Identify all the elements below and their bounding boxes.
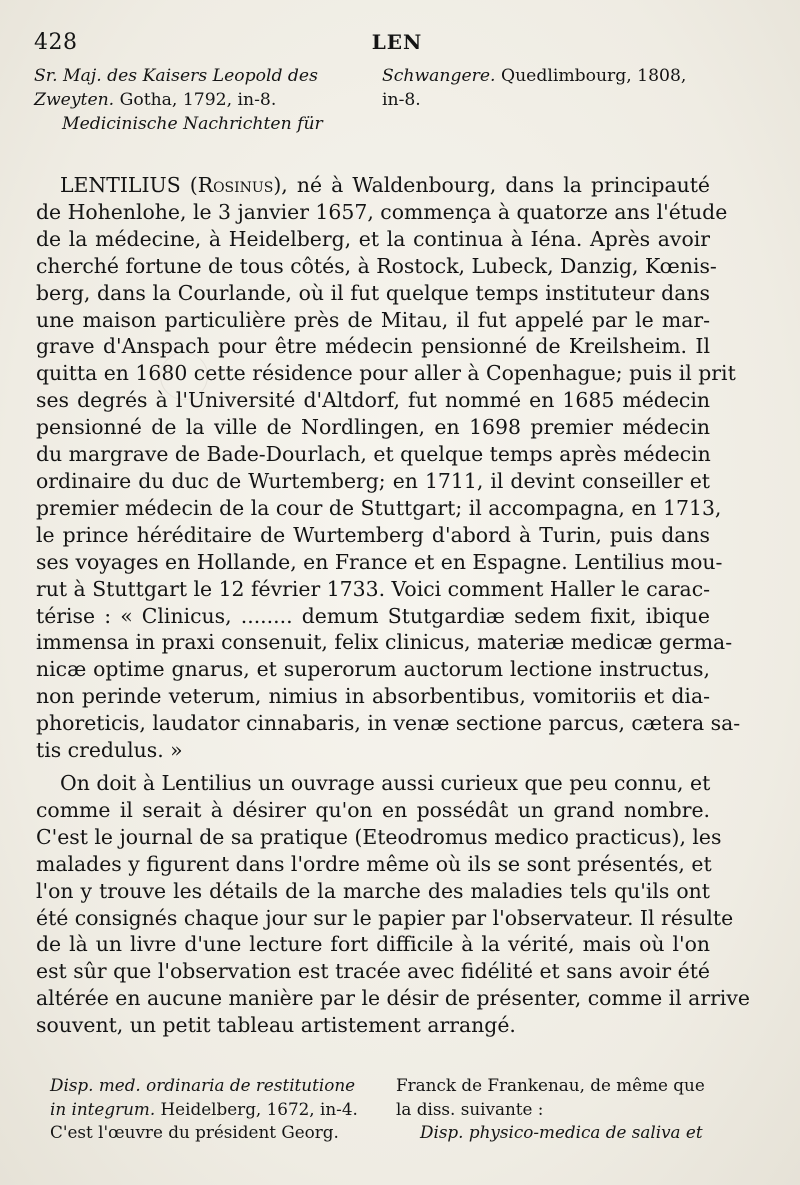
text-line: de la médecine, à Heidelberg, et la continua à Iéna. Après avoir (36, 226, 710, 251)
text-line: LENTILIUS (Rosinus), né à Waldenbourg, dans la principauté (60, 173, 710, 197)
bib-line: Medicinische Nachrichten für (62, 114, 323, 134)
text-line: souvent, un petit tableau artistement arrangé. (36, 1013, 516, 1038)
text-line: premier médecin de la cour de Stuttgart; il accompagna, en 1713, (36, 495, 722, 520)
text-line: térise : « Clinicus, ........ demum Stutgardiæ sedem fixit, ibique (36, 603, 710, 628)
text-line: berg, dans la Courlande, où il fut quelque temps instituteur dans (36, 280, 710, 305)
page-number: 428 (34, 30, 78, 55)
text-line: phoreticis, laudator cinnabaris, in venæ sectione parcus, cætera sa- (36, 711, 741, 736)
page-header (34, 30, 760, 60)
bib-line: Schwangere. Quedlimbourg, 1808, (382, 66, 687, 86)
text-line: tis credulus. » (36, 738, 183, 763)
running-head: LEN (371, 30, 423, 54)
text-line: nicæ optime gnarus, et superorum auctorum lectione instructus, (36, 657, 710, 682)
text-line: C'est le journal de sa pratique (Eteodromus medico practicus), les (36, 824, 722, 849)
bib-line: Franck de Frankenau, de même que (396, 1075, 705, 1095)
article-paragraph-1 (36, 172, 741, 764)
bib-line: C'est l'œuvre du président Georg. (50, 1122, 339, 1142)
text-line: l'on y trouve les détails de la marche des maladies tels qu'ils ont (36, 878, 710, 903)
text-line: de là un livre d'une lecture fort difficile à la vérité, mais où l'on (36, 932, 710, 957)
text-line: ses degrés à l'Université d'Altdorf, fut nommé en 1685 médecin (36, 388, 710, 413)
text-line: malades y figurent dans l'ordre même où ils se sont présentés, et (36, 851, 712, 876)
text-line: de Hohenlohe, le 3 janvier 1657, commença à quatorze ans l'étude (36, 199, 728, 224)
bib-line: in-8. (382, 90, 421, 110)
bib-line: in integrum. Heidelberg, 1672, in-4. (50, 1098, 358, 1119)
text-line: altérée en aucune manière par le désir de présenter, comme il arrive (36, 986, 750, 1011)
text-line: une maison particulière près de Mitau, il fut appelé par le mar- (36, 307, 710, 332)
text-line: comme il serait à désirer qu'on en possédât un grand nombre. (36, 797, 710, 822)
bib-line: Zweyten. Gotha, 1792, in-8. (34, 90, 277, 110)
text-line: grave d'Anspach pour être médecin pensionné de Kreilsheim. Il (36, 334, 710, 359)
text-line: immensa in praxi consenuit, felix clinicus, materiæ medicæ germa- (36, 630, 733, 655)
bib-line: la diss. suivante : (396, 1098, 544, 1119)
text-line: été consignés chaque jour sur le papier par l'observateur. Il résulte (36, 905, 734, 930)
bib-line: Disp. physico-medica de saliva et (420, 1122, 703, 1142)
bibliography-right-top (382, 64, 722, 112)
text-line: du margrave de Bade-Dourlach, et quelque temps après médecin (36, 442, 711, 467)
bib-line: Disp. med. ordinaria de restitutione (50, 1075, 356, 1095)
bibliography-left-top (34, 64, 370, 136)
text-line: pensionné de la ville de Nordlingen, en 1698 premier médecin (36, 415, 710, 440)
text-line: ses voyages en Hollande, en France et en Espagne. Lentilius mou- (36, 549, 723, 574)
text-line: rut à Stuttgart le 12 février 1733. Voici comment Haller le carac- (36, 576, 711, 601)
text-line: On doit à Lentilius un ouvrage aussi curieux que peu connu, et (60, 771, 711, 795)
bibliography-right-bottom (396, 1074, 726, 1145)
text-line: cherché fortune de tous côtés, à Rostock, Lubeck, Danzig, Kœnis- (36, 253, 717, 278)
article-paragraph-2 (36, 770, 750, 1039)
text-line: ordinaire du duc de Wurtemberg; en 1711, il devint conseiller et (36, 468, 710, 493)
text-line: le prince héréditaire de Wurtemberg d'abord à Turin, puis dans (36, 522, 710, 547)
text-line: quitta en 1680 cette résidence pour aller à Copenhague; puis il prit (36, 361, 736, 386)
bibliography-left-bottom (50, 1074, 380, 1145)
bib-line: Sr. Maj. des Kaisers Leopold des (34, 66, 318, 86)
text-line: non perinde veterum, nimius in absorbentibus, vomitoriis et dia- (36, 684, 710, 709)
text-line: est sûr que l'observation est tracée avec fidélité et sans avoir été (36, 959, 710, 984)
